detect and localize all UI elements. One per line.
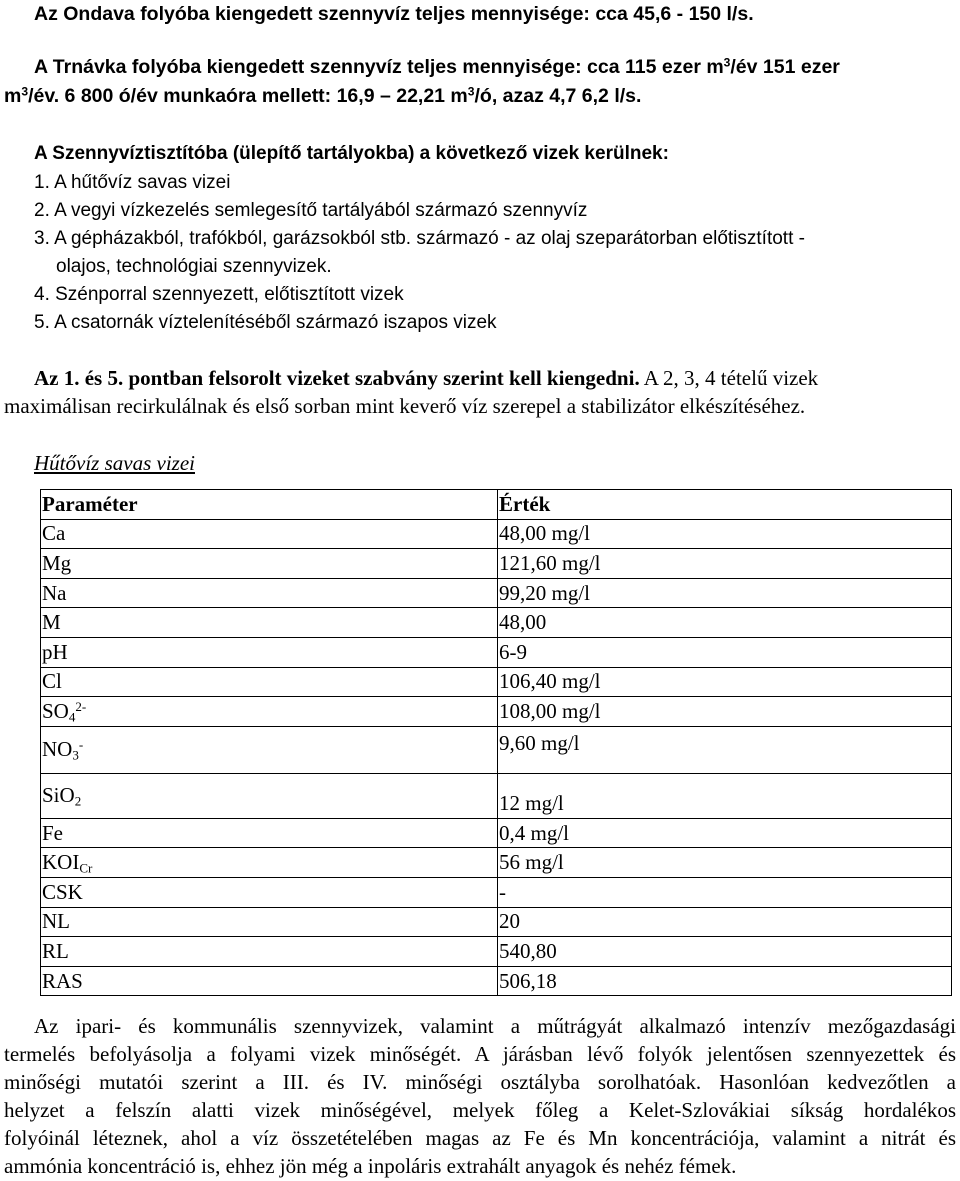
param-cell: pH <box>41 637 498 667</box>
closing-line-5: folyóinál léteznek, ahol a víz összetételében magas az Fe és Mn koncentrációja, valamint a nitrát és <box>4 1126 956 1150</box>
trnavka-text-b: /év 151 ezer <box>730 56 840 78</box>
trnavka-line-2 <box>4 85 641 107</box>
closing-line-6: ammónia koncentráció is, ehhez jön még a inpoláris extrahált anyagok és nehéz fémek. <box>4 1154 737 1178</box>
value-cell: 56 mg/l <box>498 848 952 878</box>
value-cell: - <box>498 877 952 907</box>
trnavka-line-1 <box>34 56 956 78</box>
param-cell: Mg <box>41 549 498 579</box>
param-cell <box>41 773 498 818</box>
closing-line-1: Az ipari- és kommunális szennyvizek, valamint a műtrágyát alkalmazó intenzív mezőgazdasági <box>34 1014 956 1038</box>
formula-base: SO <box>42 698 69 723</box>
value-cell: 9,60 mg/l <box>498 726 952 773</box>
table-row <box>41 966 952 996</box>
formula-sub: 3 <box>72 747 79 763</box>
value-cell: 12 mg/l <box>498 773 952 818</box>
formula-sup: - <box>78 737 84 753</box>
param-cell <box>41 726 498 773</box>
table-row <box>41 773 952 818</box>
param-cell <box>41 848 498 878</box>
param-cell: M <box>41 608 498 638</box>
formula-base: NO <box>42 737 73 762</box>
formula-sub: Cr <box>79 860 93 876</box>
header-value: Érték <box>498 490 952 520</box>
treatment-item-3-cont: olajos, technológiai szennyvizek. <box>56 256 332 277</box>
param-cell: Na <box>41 578 498 608</box>
value-cell: 106,40 mg/l <box>498 667 952 697</box>
table-row <box>41 667 952 697</box>
value-cell: 0,4 mg/l <box>498 818 952 848</box>
note-bold: Az 1. és 5. pontban felsorolt vizeket szabvány szerint kell kiengedni. <box>34 366 640 390</box>
value-cell: 540,80 <box>498 937 952 967</box>
closing-line-2: termelés befolyásolja a folyami vizek minőségét. A járásban lévő folyók jelentősen szennyezettek és <box>4 1042 956 1066</box>
treatment-item-5: 5. A csatornák víztelenítéséből származó iszapos vizek <box>34 312 497 333</box>
formula-sub: 2 <box>74 793 82 809</box>
param-cell: Cl <box>41 667 498 697</box>
table-row <box>41 848 952 878</box>
value-cell: 121,60 mg/l <box>498 549 952 579</box>
treatment-item-3 <box>34 228 805 250</box>
trnavka2-sup-2: 3 <box>467 84 475 99</box>
param-cell: Fe <box>41 818 498 848</box>
trnavka-sup: 3 <box>723 55 731 70</box>
trnavka2-text-a: m <box>4 85 22 107</box>
table-row <box>41 549 952 579</box>
parameters-table <box>40 489 952 996</box>
formula-sup: 2- <box>75 698 87 714</box>
table-row <box>41 877 952 907</box>
ondava-line: Az Ondava folyóba kiengedett szennyvíz teljes mennyisége: cca 45,6 - 150 l/s. <box>34 3 754 25</box>
treatment-item-2: 2. A vegyi vízkezelés semlegesítő tartályából származó szennyvíz <box>34 200 588 221</box>
param-cell <box>41 697 498 727</box>
table-caption: Hűtővíz savas vizei <box>34 451 195 475</box>
value-cell: 48,00 <box>498 608 952 638</box>
trnavka2-text-b: /év. 6 800 ó/év munkaóra mellett: 16,9 – 22,21 m <box>28 85 468 107</box>
treatment-item-4: 4. Szénporral szennyezett, előtisztított vizek <box>34 284 404 305</box>
trnavka-text-a: A Trnávka folyóba kiengedett szennyvíz teljes mennyisége: cca 115 ezer m <box>34 56 724 78</box>
value-cell: 108,00 mg/l <box>498 697 952 727</box>
param-cell: NL <box>41 907 498 937</box>
value-cell: 506,18 <box>498 966 952 996</box>
table-row <box>41 578 952 608</box>
formula-sub: 4 <box>68 709 76 725</box>
value-cell: 20 <box>498 907 952 937</box>
formula-base: KOI <box>42 850 80 875</box>
value-cell: 48,00 mg/l <box>498 519 952 549</box>
table-row <box>41 907 952 937</box>
treatment-heading: A Szennyvíztisztítóba (ülepítő tartályokba) a következő vizek kerülnek: <box>34 143 669 164</box>
note-line-1 <box>34 366 818 390</box>
value-cell: 6-9 <box>498 637 952 667</box>
param-cell: RL <box>41 937 498 967</box>
table-row <box>41 519 952 549</box>
note-rest: A 2, 3, 4 tételű vizek <box>639 366 819 390</box>
closing-line-4: helyzet a felszín alatti vizek minőségével, melyek főleg a Kelet-Szlovákiai síkság hordalékos <box>4 1098 956 1122</box>
treatment-item-3-line: 3. A gépházakból, trafókból, garázsokból stb. származó - az olaj szeparátorban előtisztított - <box>34 228 805 249</box>
note-line-2: maximálisan recirkulálnak és első sorban mint keverő víz szerepel a stabilizátor elkészítéséhez. <box>4 394 806 418</box>
closing-line-3: minőségi mutatói szerint a III. és IV. minőségi osztályba sorolhatóak. Hasonlóan kedvezőtlen a <box>4 1070 956 1094</box>
param-cell: CSK <box>41 877 498 907</box>
table-row <box>41 818 952 848</box>
formula-base: SiO <box>42 783 75 808</box>
value-cell: 99,20 mg/l <box>498 578 952 608</box>
table-row <box>41 637 952 667</box>
header-param: Paraméter <box>41 490 498 520</box>
table-row <box>41 697 952 727</box>
trnavka2-text-c: /ó, azaz 4,7 6,2 l/s. <box>474 85 642 107</box>
table-row <box>41 726 952 773</box>
table-row <box>41 608 952 638</box>
treatment-item-1: 1. A hűtővíz savas vizei <box>34 172 231 193</box>
param-cell: Ca <box>41 519 498 549</box>
param-cell: RAS <box>41 966 498 996</box>
table-row <box>41 937 952 967</box>
trnavka2-sup-1: 3 <box>21 84 29 99</box>
table-header-row <box>41 490 952 520</box>
